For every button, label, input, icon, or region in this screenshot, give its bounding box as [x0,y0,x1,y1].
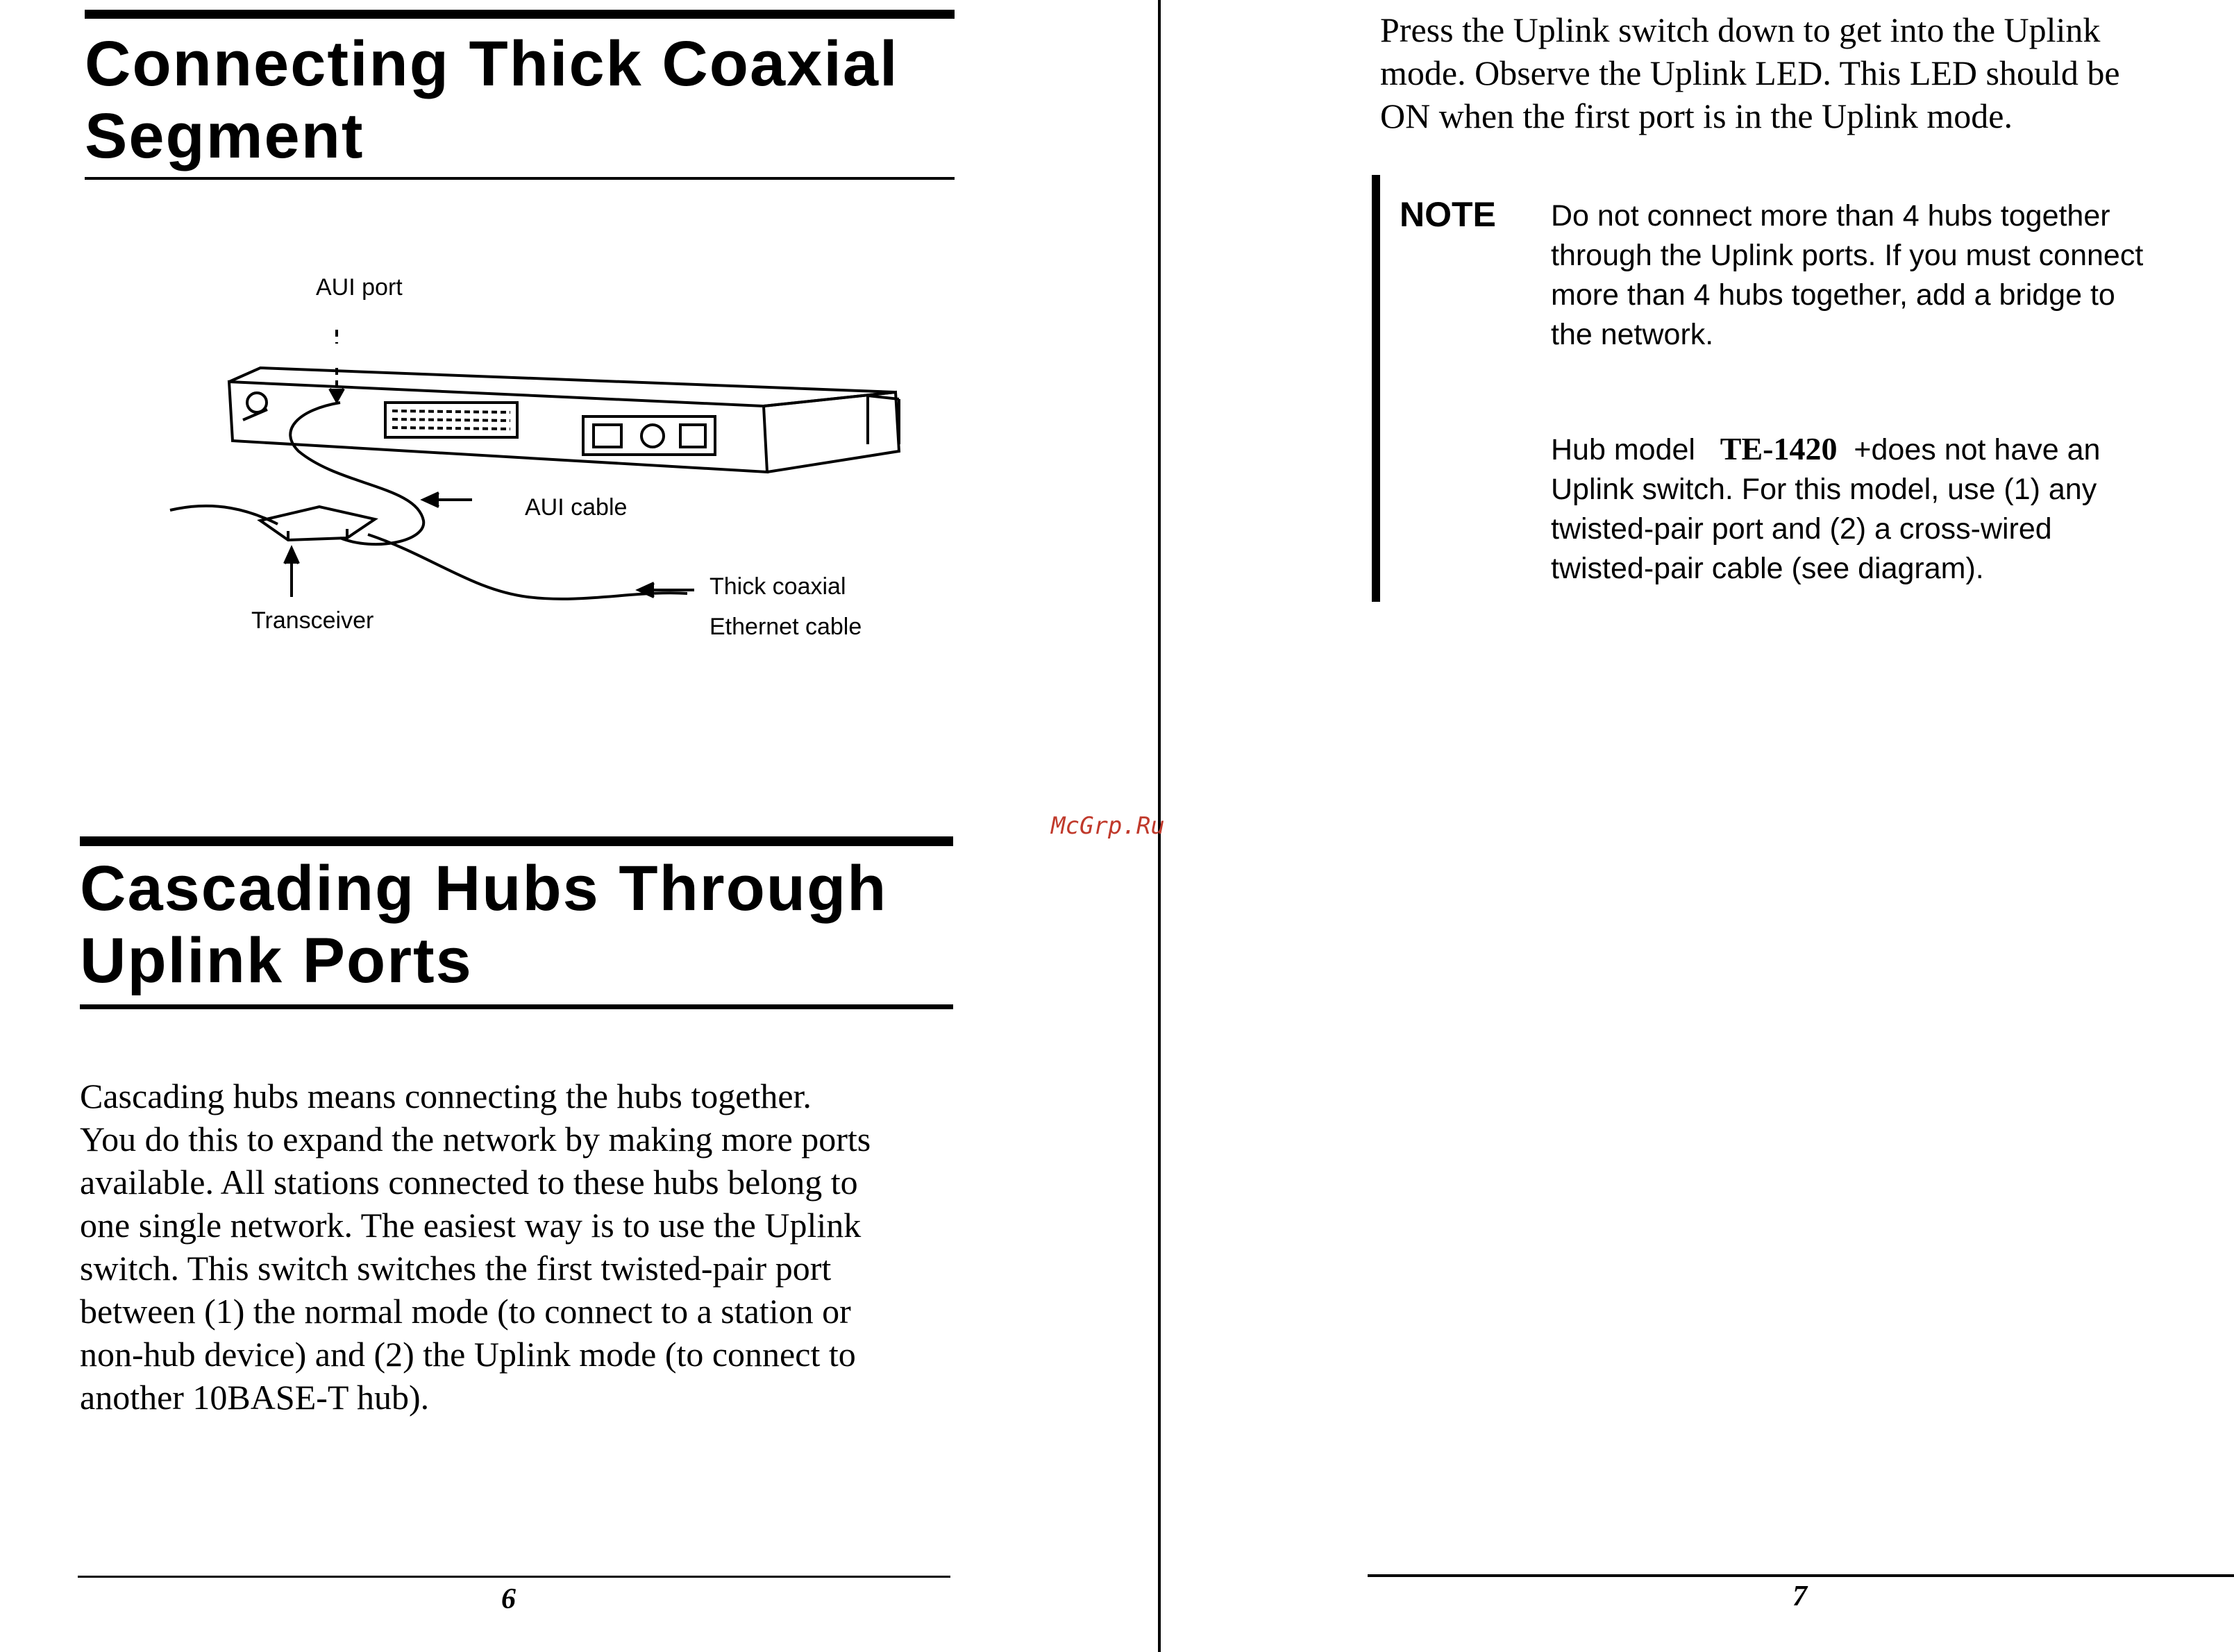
paragraph-line: mode. Observe the Uplink LED. This LED should be [1380,53,2120,92]
section1-bottom-rule [85,177,955,180]
right-page-number: 7 [1792,1581,1807,1612]
note-line: twisted-pair cable (see diagram). [1551,552,1984,585]
aui-port-label: AUI port [316,274,403,301]
note-line: through the Uplink ports. If you must connect [1551,239,2144,272]
paragraph-line: Press the Uplink switch down to get into the Uplink [1380,10,2101,49]
note-line: twisted-pair port and (2) a cross-wired [1551,512,2052,546]
note-label: NOTE [1400,195,1496,234]
left-page-number: 6 [501,1583,516,1615]
section2-top-rule [80,836,953,846]
cascading-paragraph [80,1074,951,1419]
section1-heading [85,28,899,172]
section2-heading-line1: Cascading Hubs Through [80,853,888,924]
section1-top-rule [85,10,955,19]
section2-bottom-rule [80,1004,953,1009]
paragraph-line: non-hub device) and (2) the Uplink mode (to connect to [80,1335,856,1374]
note-line: more than 4 hubs together, add a bridge to [1551,278,2115,312]
paragraph-line: Cascading hubs means connecting the hubs together. [80,1077,812,1115]
paragraph-line: switch. This switch switches the first twisted-pair port [80,1249,832,1288]
hub-model-suffix: +does not have an [1854,433,2101,466]
aui-port-socket [247,393,267,412]
left-footer-rule [78,1576,950,1578]
note-paragraph [1551,196,2234,355]
section1-heading-line2: Segment [85,101,364,171]
hub-model-line [1551,429,2234,470]
hub-model-name: TE-1420 [1720,431,1838,466]
paragraph-line: You do this to expand the network by making more ports [80,1120,871,1158]
hub-rack-ear [868,396,899,444]
hub-model-prefix: Hub model [1551,433,1695,466]
aui-cable [290,403,423,544]
paragraph-line: another 10BASE-T hub). [80,1378,430,1417]
note-line: Do not connect more than 4 hubs together [1551,199,2110,233]
hub-model-paragraph [1551,429,2234,589]
watermark: McGrp.Ru [1051,812,1165,840]
hub-led-block [583,416,715,455]
section2-heading-line2: Uplink Ports [80,925,473,996]
paragraph-line: available. All stations connected to these hubs belong to [80,1163,858,1202]
aui-cable-label: AUI cable [525,494,628,521]
section1-heading-line1: Connecting Thick Coaxial [85,28,899,99]
note-line: the network. [1551,318,1714,351]
transceiver-label: Transceiver [251,607,374,634]
right-footer-rule [1368,1574,2234,1577]
hub-side-face [764,392,899,472]
section2-heading [80,852,887,997]
note-line: Uplink switch. For this model, use (1) any [1551,473,2097,506]
paragraph-line: between (1) the normal mode (to connect to a station or [80,1292,851,1331]
paragraph-line: one single network. The easiest way is to use the Uplink [80,1206,862,1245]
uplink-intro-paragraph [1380,8,2234,137]
paragraph-line: ON when the first port is in the Uplink mode. [1380,96,2013,135]
thick-coax-label-line1: Thick coaxial [709,573,846,600]
thick-coax-label-line2: Ethernet cable [709,614,862,640]
note-side-bar [1372,175,1380,602]
